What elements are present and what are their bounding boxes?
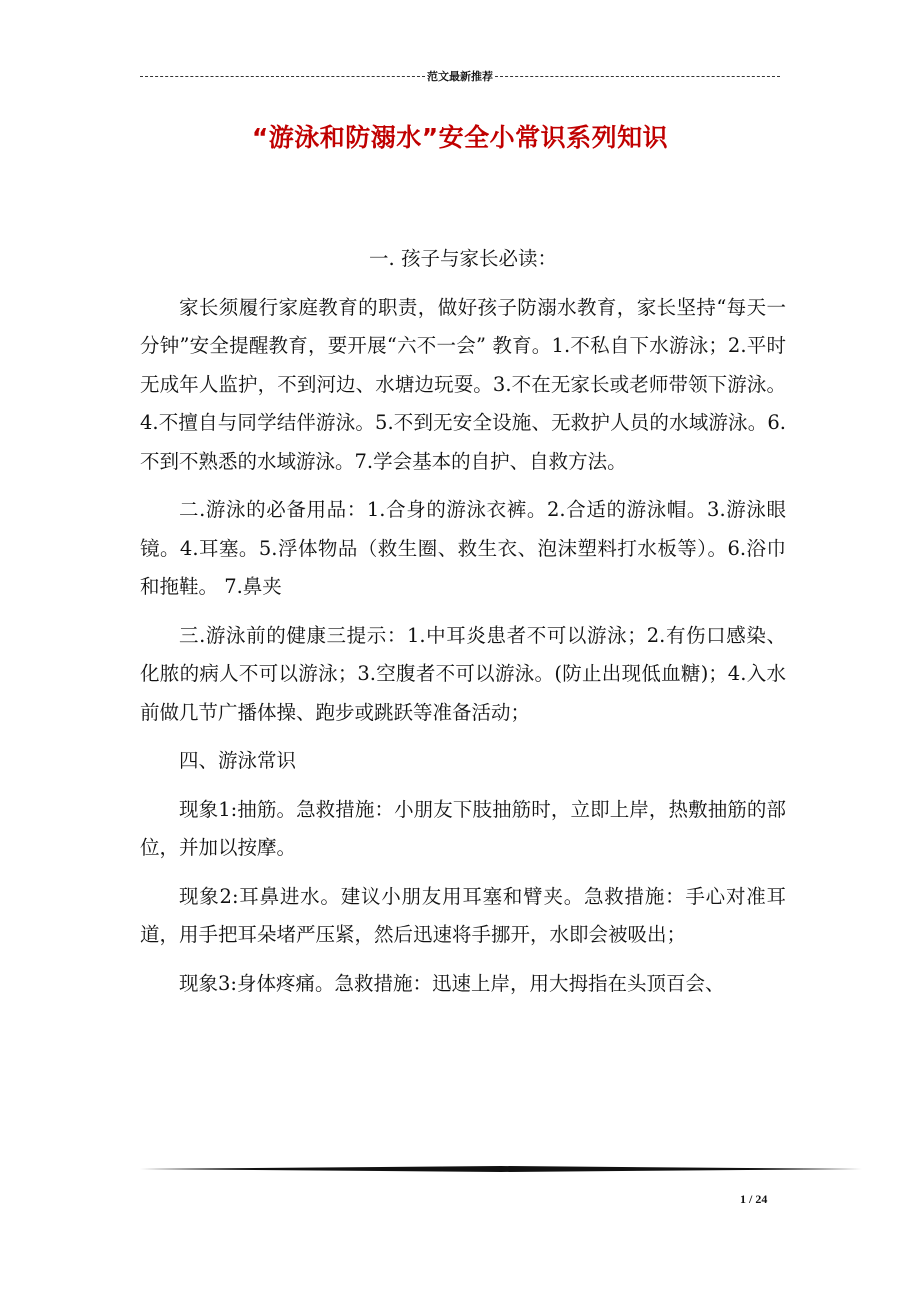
page-number: 1 / 24 [740,1192,768,1206]
header-dashes-right [495,76,780,77]
page-header [140,66,780,86]
header-label: 范文最新推荐 [427,70,493,83]
paragraph: 四、游泳常识 [179,749,297,772]
paragraph: 家长须履行家庭教育的职责，做好孩子防溺水教育，家长坚持“每天一分钟”安全提醒教育，要开展“六不一会” 教育。1.不私自下水游泳；2.平时无成年人监护，不到河边、水塘边玩耍。3.不在无家长或老师带领下游泳。4.不擅自与同学结伴游泳。5.不到无安全设施、无救护人员的水域游泳。6.不到不熟悉的水域游泳。7.学会基本的自护、自救方法。 [140,295,786,473]
document-body [140,240,786,1013]
paragraph: 现象2:耳鼻进水。建议小朋友用耳塞和臂夹。急救措施：手心对准耳道，用手把耳朵堵严压紧，然后迅速将手挪开，水即会被吸出； [140,884,786,946]
section-heading: 一. 孩子与家长必读： [369,247,557,270]
header-dashes-left [140,76,425,77]
footer-rule [140,1164,862,1174]
document-title: “游泳和防溺水”安全小常识系列知识 [251,123,669,152]
paragraph: 三.游泳前的健康三提示：1.中耳炎患者不可以游泳；2.有伤口感染、化脓的病人不可以游泳；3.空腹者不可以游泳。(防止出现低血糖)；4.入水前做几节广播体操、跑步或跳跃等准备活动； [140,623,786,724]
paragraph: 现象1:抽筋。急救措施：小朋友下肢抽筋时，立即上岸，热敷抽筋的部位，并加以按摩。 [140,797,786,859]
paragraph: 二.游泳的必备用品：1.合身的游泳衣裤。2.合适的游泳帽。3.游泳眼镜。4.耳塞。5.浮体物品（救生圈、救生衣、泡沫塑料打水板等）。6.浴巾和拖鞋。 7.鼻夹 [140,498,786,598]
paragraph: 现象3:身体疼痛。急救措施：迅速上岸，用大拇指在头顶百会、 [179,971,725,995]
